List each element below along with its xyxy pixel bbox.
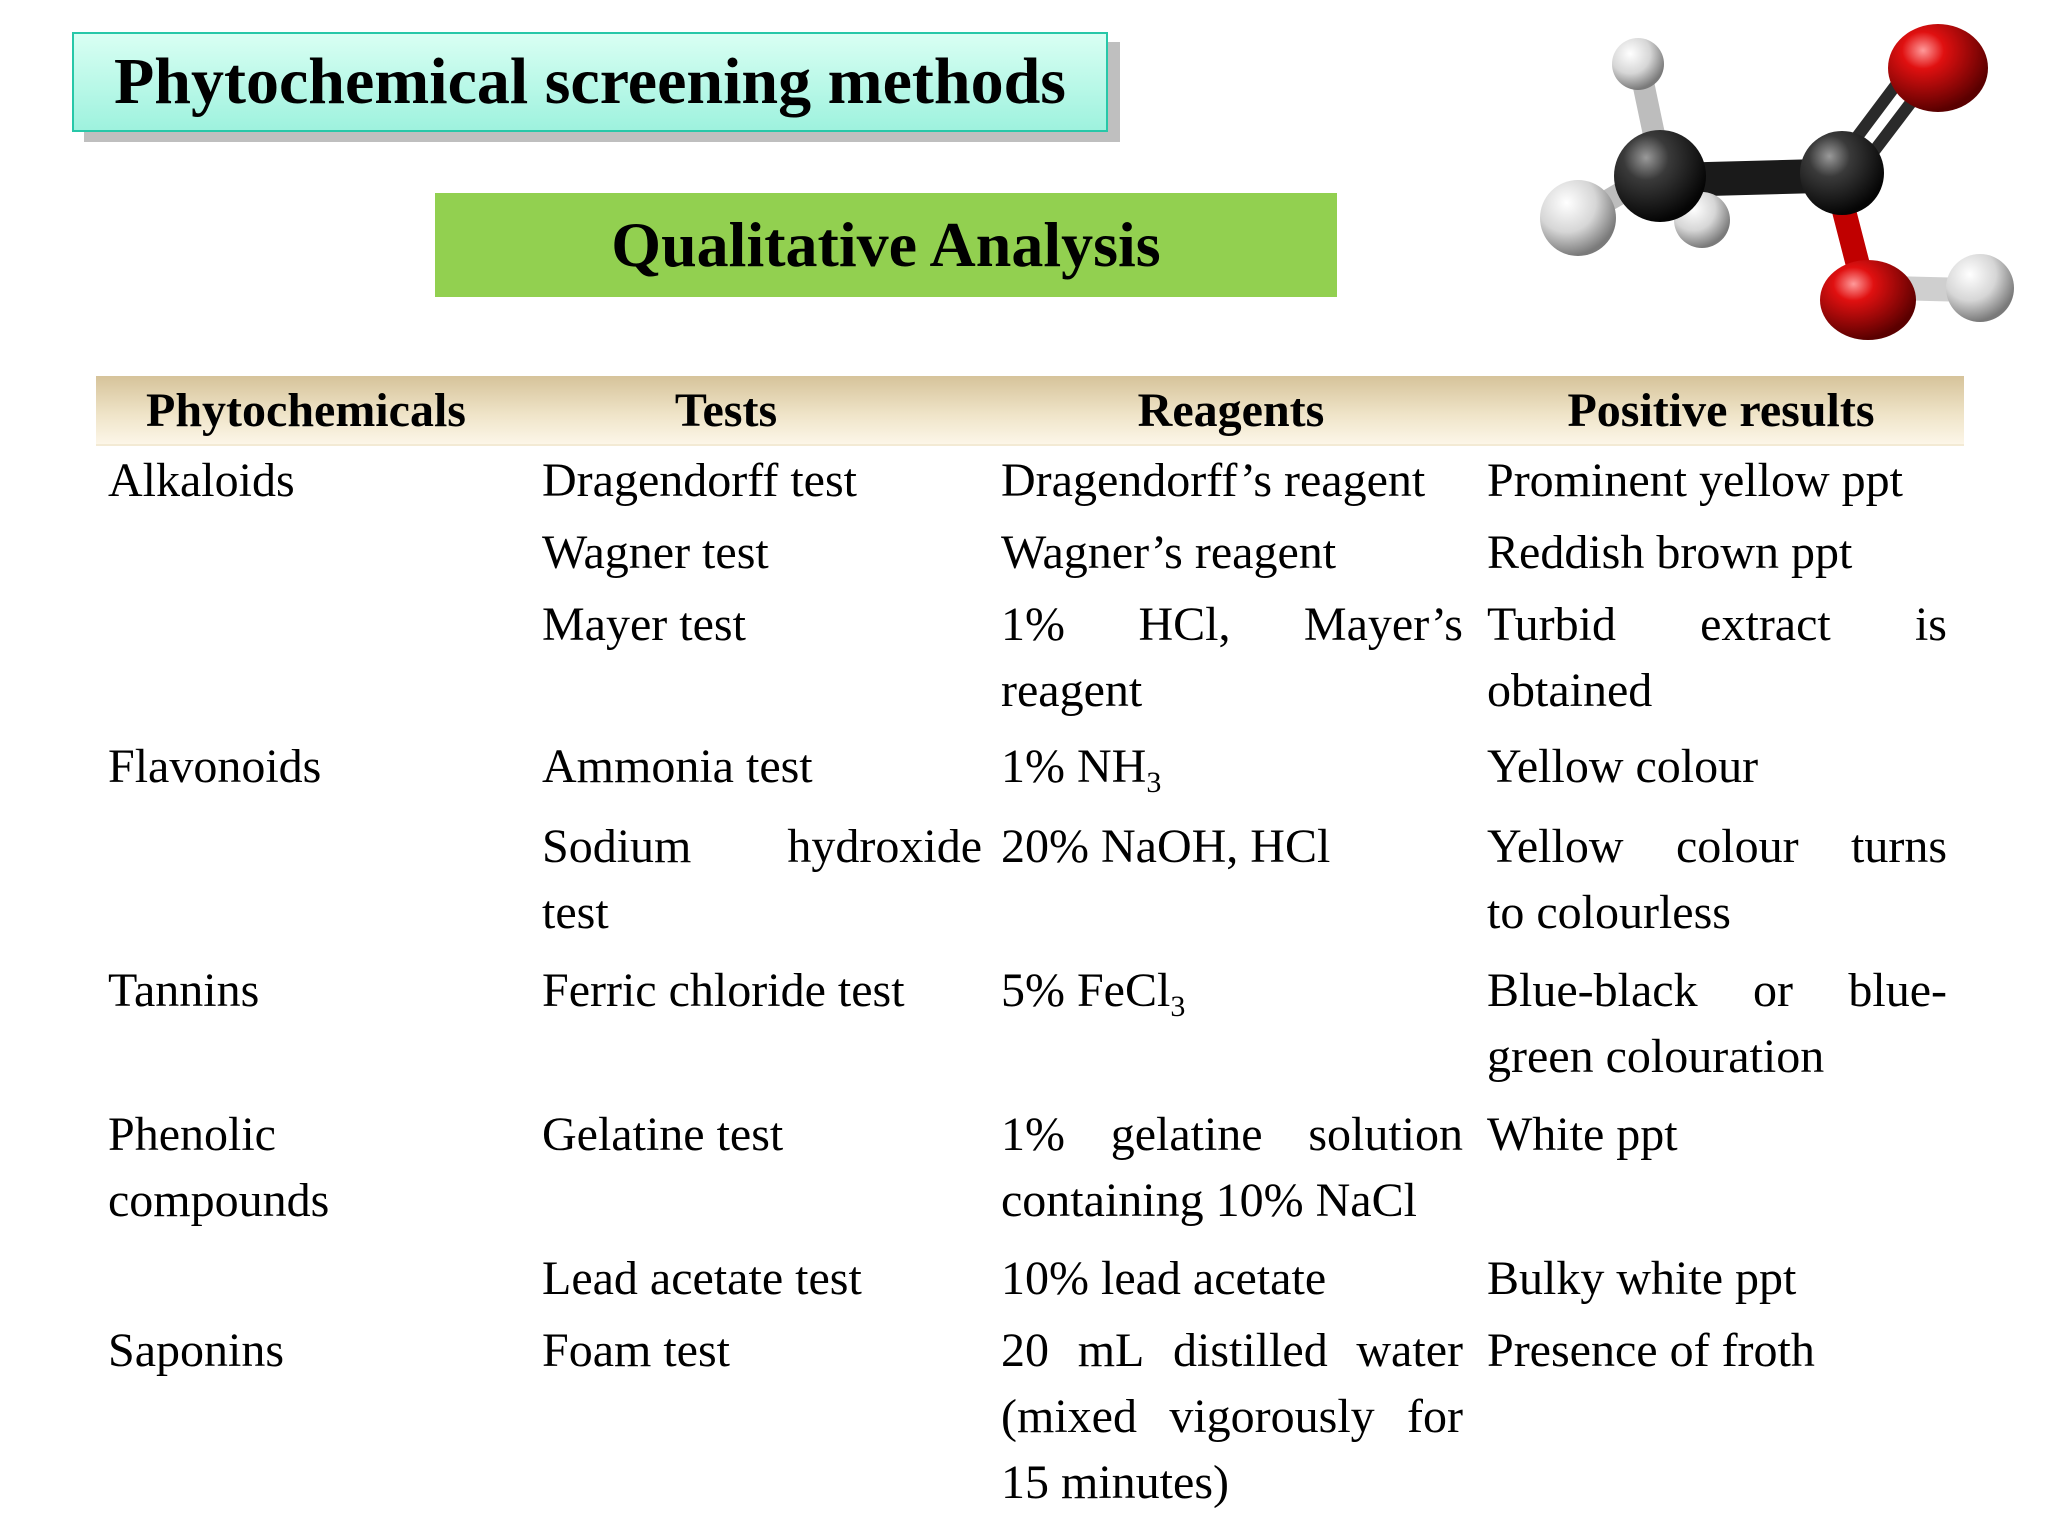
result-wagner: Reddish brown ppt — [1487, 526, 1853, 579]
result-naoh-line2: to colourless — [1487, 886, 1731, 939]
reagent-gelatine-word: solution — [1308, 1108, 1463, 1161]
header-phytochemicals: Phytochemicals — [146, 384, 466, 437]
reagent-mayer-word: 1% — [1001, 598, 1065, 651]
reagent-ferric-chloride — [1001, 958, 1463, 1024]
hydrogen-atom-top — [1612, 38, 1664, 90]
phytochemical-tannins: Tannins — [108, 964, 260, 1017]
reagent-foam-line1 — [1001, 1318, 1463, 1384]
page-title: Phytochemical screening methods — [113, 45, 1066, 118]
carbon-atom-carboxyl — [1800, 131, 1884, 215]
reagent-ferric-subscript: 3 — [1170, 990, 1186, 1023]
reagent-mayer-word: HCl, — [1138, 598, 1231, 651]
test-ammonia: Ammonia test — [542, 740, 813, 793]
result-ferric-line2: green colouration — [1487, 1030, 1825, 1083]
hydrogen-atom-left — [1540, 180, 1616, 256]
test-mayer: Mayer test — [542, 598, 746, 651]
result-ferric-word: blue- — [1848, 964, 1947, 1017]
phytochemical-alkaloids: Alkaloids — [108, 454, 295, 507]
reagent-mayer-line1 — [1001, 592, 1463, 658]
reagent-naoh: 20% NaOH, HCl — [1001, 820, 1331, 873]
phytochemical-phenolic-line2: compounds — [108, 1174, 330, 1227]
carbon-atom-methyl — [1614, 130, 1706, 222]
result-ferric-word: or — [1752, 964, 1793, 1017]
reagent-mayer-word: Mayer’s — [1303, 598, 1463, 651]
result-ferric-line1 — [1487, 958, 1947, 1024]
result-mayer-line1 — [1487, 592, 1947, 658]
result-mayer-word: is — [1914, 598, 1947, 651]
reagent-foam-line3: 15 minutes) — [1001, 1456, 1229, 1509]
reagent-lead-acetate: 10% lead acetate — [1001, 1252, 1327, 1305]
phytochemical-flavonoids: Flavonoids — [108, 740, 322, 793]
header-reagents: Reagents — [1137, 384, 1325, 437]
test-naoh-line1 — [542, 814, 982, 880]
test-foam: Foam test — [542, 1324, 730, 1377]
subtitle-banner — [435, 193, 1337, 297]
reagent-mayer-line2: reagent — [1001, 664, 1143, 717]
result-mayer-word: extract — [1700, 598, 1831, 651]
result-mayer-line2: obtained — [1487, 664, 1653, 717]
phytochemical-saponins: Saponins — [108, 1324, 285, 1377]
test-wagner: Wagner test — [542, 526, 769, 579]
reagent-dragendorff: Dragendorff’s reagent — [1001, 454, 1426, 507]
test-naoh-word: hydroxide — [787, 820, 982, 873]
acetic-acid-molecule-icon — [1490, 8, 2048, 368]
result-naoh-line1 — [1487, 814, 1947, 880]
reagent-foam-word: (mixed — [1001, 1390, 1137, 1443]
oxygen-atom-double-bond — [1888, 24, 1988, 112]
phytochemical-phenolic-line1: Phenolic — [108, 1108, 276, 1161]
test-dragendorff: Dragendorff test — [542, 454, 857, 507]
reagent-foam-word: water — [1356, 1324, 1463, 1377]
result-naoh-word: colour — [1675, 820, 1799, 873]
test-gelatine: Gelatine test — [542, 1108, 784, 1161]
result-mayer-word: Turbid — [1487, 598, 1616, 651]
result-foam: Presence of froth — [1487, 1324, 1815, 1377]
header-positive-results: Positive results — [1567, 384, 1875, 437]
reagent-gelatine-word: gelatine — [1110, 1108, 1263, 1161]
result-naoh-word: turns — [1851, 820, 1947, 873]
reagent-foam-word: distilled — [1173, 1324, 1328, 1377]
oxygen-atom-hydroxyl — [1820, 260, 1916, 340]
reagent-ammonia-main: 1% NH — [1001, 740, 1147, 793]
title-banner — [72, 32, 1108, 132]
result-ferric-word: Blue-black — [1487, 964, 1698, 1017]
reagent-ferric-main: 5% FeCl — [1001, 964, 1171, 1017]
reagent-foam-word: mL — [1077, 1324, 1145, 1377]
reagent-gelatine-line2: containing 10% NaCl — [1001, 1174, 1417, 1227]
table-header — [96, 376, 1964, 446]
result-naoh-word: Yellow — [1487, 820, 1624, 873]
reagent-wagner: Wagner’s reagent — [1001, 526, 1337, 579]
reagent-foam-word: for — [1407, 1390, 1463, 1443]
test-naoh-word: Sodium — [542, 820, 692, 873]
reagent-ammonia-subscript: 3 — [1146, 766, 1162, 799]
result-dragendorff: Prominent yellow ppt — [1487, 454, 1903, 507]
reagent-foam-line2 — [1001, 1384, 1463, 1450]
reagent-gelatine-word: 1% — [1001, 1108, 1065, 1161]
result-ammonia: Yellow colour — [1487, 740, 1759, 793]
reagent-foam-word: 20 — [1001, 1324, 1049, 1377]
page-subtitle: Qualitative Analysis — [611, 209, 1161, 280]
reagent-ammonia — [1001, 734, 1463, 800]
test-lead-acetate: Lead acetate test — [542, 1252, 862, 1305]
reagent-gelatine-line1 — [1001, 1102, 1463, 1168]
reagent-foam-word: vigorously — [1169, 1390, 1375, 1443]
test-naoh-line2: test — [542, 886, 609, 939]
result-gelatine: White ppt — [1487, 1108, 1678, 1161]
header-tests: Tests — [674, 384, 778, 437]
test-ferric-chloride: Ferric chloride test — [542, 964, 905, 1017]
screening-table — [96, 376, 1964, 1509]
hydrogen-atom-hydroxyl — [1946, 254, 2014, 322]
result-lead-acetate: Bulky white ppt — [1487, 1252, 1797, 1305]
